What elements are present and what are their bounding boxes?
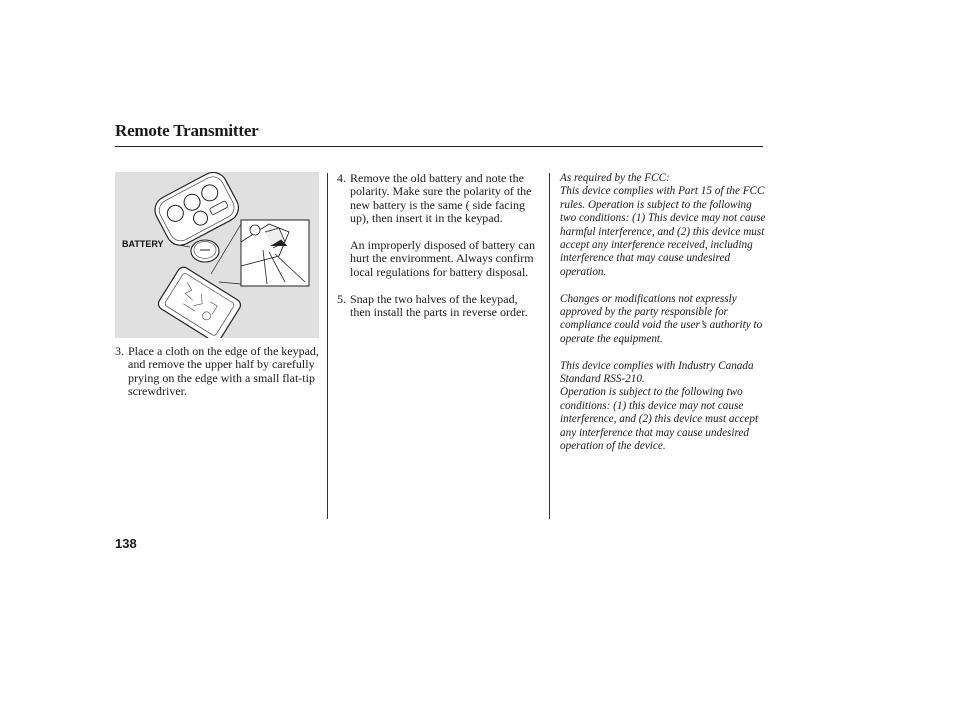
step-text: Snap the two halves of the keypad, then install the parts in reverse order.: [350, 291, 528, 320]
column-divider: [549, 173, 550, 519]
step-number: 4.: [337, 171, 346, 185]
industry-canada-conditions: Operation is subject to the following two conditions: (1) this device may not cause interference, and (2) this device must accept any interference that may cause undesired operation of the device.: [560, 386, 759, 453]
step-text: Remove the old battery and note the polarity. Make sure the polarity of the new battery is the same ( side facing up), then insert it in the keypad.: [350, 171, 532, 226]
battery-label: BATTERY: [122, 239, 164, 249]
fcc-paragraph: Changes or modifications not expressly approved by the party responsible for compliance could void the user’s authority to operate the equipment.: [560, 292, 763, 345]
battery-coin-icon: [191, 240, 219, 262]
step-number: 3.: [115, 344, 124, 358]
fcc-notice: [560, 172, 766, 454]
page-title: Remote Transmitter: [115, 121, 259, 140]
step-3: [115, 345, 320, 399]
page-number: 138: [115, 536, 137, 551]
keypad-drawing: [115, 172, 319, 338]
step-number: 5.: [337, 291, 346, 306]
step-4: [337, 172, 541, 226]
step-text: Place a cloth on the edge of the keypad, and remove the upper half by carefully prying on the edge with a small flat-tip screwdriver.: [128, 344, 319, 399]
battery-disposal-note: [337, 239, 541, 279]
keypad-lower-half: [156, 265, 242, 338]
title-divider: [115, 146, 763, 147]
fcc-paragraph: This device complies with Part 15 of the FCC rules. Operation is subject to the following two conditions: (1) This device may not cause harmful interference, and (2) this device must accept any interference received, including interference that may cause undesired operation.: [560, 185, 766, 278]
column-divider: [327, 173, 328, 519]
keypad-upper-half: [150, 172, 243, 250]
screwdriver-detail-inset: [241, 220, 309, 286]
left-column-text: [115, 345, 320, 399]
step-5: [337, 293, 541, 320]
middle-column-text: [337, 172, 541, 319]
industry-canada-paragraph: This device complies with Industry Canada Standard RSS-210.: [560, 359, 754, 386]
fcc-heading: As required by the FCC:: [560, 172, 670, 184]
battery-replacement-illustration: [115, 172, 319, 338]
note-text: An improperly disposed of battery can hurt the environment. Always confirm local regulations for battery disposal.: [350, 238, 535, 279]
